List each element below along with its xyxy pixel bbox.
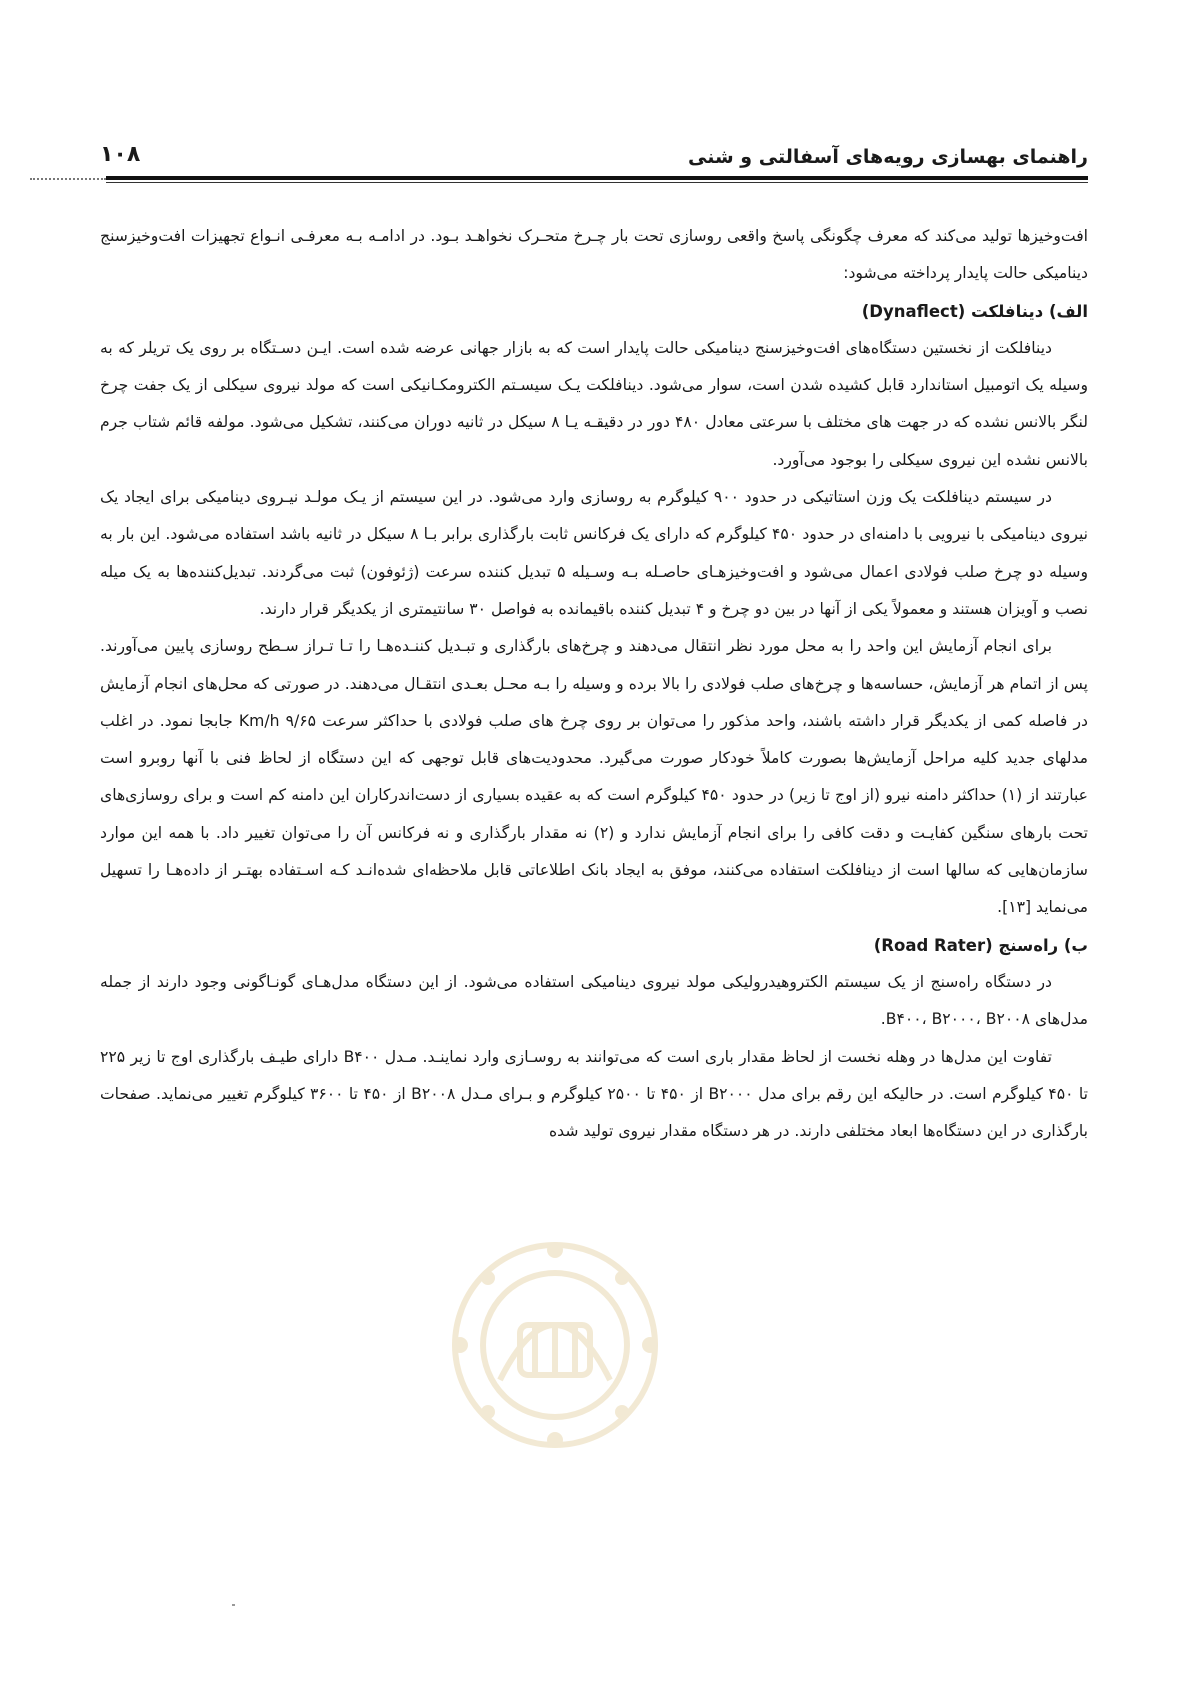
page-speck <box>232 1604 235 1606</box>
section-heading-road-rater: ب) راه‌سنج (Road Rater) <box>873 935 1088 955</box>
header-rule-dotted <box>30 178 106 180</box>
paragraph-road-rater-1: در دستگاه راه‌سنج از یک سیستم الکتروهیدرولیکی مولد نیروی دینامیکی استفاده می‌شود. از این دستگاه مدل‌هـای گونـاگونی وجود دارند از جمله مدل‌های B۴۰۰، B۲۰۰۰، B۲۰۰۸. <box>100 972 1088 1029</box>
page-header <box>100 130 1088 180</box>
running-title: راهنمای بهسازی رویه‌های آسفالتی و شنی <box>688 146 1088 168</box>
paragraph-dynaflect-2: در سیستم دینافلکت یک وزن استاتیکی در حدود ۹۰۰ کیلوگرم به روسازی وارد می‌شود. در این سیستم از یـک مولـد نیـروی دینامیکی برای ایجاد یک نیروی دینامیکی با نیرویی با دامنه‌ای در حدود ۴۵۰ کیلوگرم که دارای یک فرکانس ثابت بارگذاری برابر بـا ۸ سیکل در ثانیه باشد استفاده می‌شود. این بار به وسیله دو چرخ صلب فولادی اعمال می‌شود و افت‌وخیزهـای حاصـله بـه وسـیله ۵ تبدیل کننده سرعت (ژئوفون) ثبت می‌گردند. تبدیل‌کننده‌ها به یک میله نصب و آویزان هستند و معمولاً یکی از آنها در بین دو چرخ و ۴ تبدیل کننده باقیمانده به فواصل ۳۰ سانتیمتری از یکدیگر قرار دارند. <box>100 488 1089 618</box>
paragraph-intro: افت‌وخیزها تولید می‌کند که معرف چگونگی پاسخ واقعی روسازی تحت بار چـرخ متحـرک نخواهـد بـود. در ادامـه بـه معرفـی انـواع تجهیزات افت‌وخیزسنج دینامیکی حالت پایدار پرداخته می‌شود: <box>100 227 1088 283</box>
paragraph-road-rater-2: تفاوت این مدل‌ها در وهله نخست از لحاظ مقدار باری است که می‌توانند به روسـازی وارد نماینـد. مـدل B۴۰۰ دارای طیـف بارگذاری اوج تا زیر ۲۲۵ تا ۴۵۰ کیلوگرم است. در حالیکه این رقم برای مدل B۲۰۰۰ از ۴۵۰ تا ۲۵۰۰ کیلوگرم و بـرای مـدل B۲۰۰۸ از ۴۵۰ تا ۳۶۰۰ کیلوگرم تغییر می‌نماید. صفحات بارگذاری در این دستگاه‌ها ابعاد مختلفی دارند. در هر دستگاه مقدار نیروی تولید شده <box>100 1047 1088 1141</box>
section-heading-dynaflect: الف) دینافلکت (Dynaflect) <box>861 301 1088 321</box>
watermark-seal-icon <box>440 1230 670 1460</box>
page-number: ۱۰۸ <box>100 142 141 167</box>
paragraph-dynaflect-3: برای انجام آزمایش این واحد را به محل مورد نظر انتقال می‌دهند و چرخ‌های بارگذاری و تبـدیل کننـده‌هـا را تـا تـراز سـطح روسازی پایین می‌آورند. پس از اتمام هر آزمایش، حساسه‌ها و چرخ‌های صلب فولادی را بالا برده و وسیله را بـه محـل بعـدی انتقـال می‌دهند. در صورتی که محل‌های انجام آزمایش در فاصله کمی از یکدیگر قرار داشته باشند، واحد مذکور را می‌توان بر روی چرخ های صلب فولادی با حداکثر سرعت ۹/۶۵ Km/h جابجا نمود. در اغلب مدلهای جدید کلیه مراحل آزمایش‌ها بصورت کاملاً خودکار صورت می‌گیرد. محدودیت‌های قابل توجهی که این دستگاه از لحاظ فنی با آنها روبرو است عبارتند از (۱) حداکثر دامنه نیرو (از اوج تا زیر) در حدود ۴۵۰ کیلوگرم است که به عقیده بسیاری از دست‌اندرکاران این دامنه کم است و برای روسازی‌های تحت بارهای سنگین کفایـت و دقت کافی را برای انجام آزمایش ندارد و (۲) نه مقدار بارگذاری و نه فرکانس آن را می‌توان تغییر داد. با همه این موارد سازمان‌هایی که سالها است از دینافلکت استفاده می‌کنند، موفق به ایجاد بانک اطلاعاتی قابل ملاحظه‌ای شده‌انـد کـه اسـتفاده بهتـر از داده‌هـا را تسهیل می‌نماید [۱۳]. <box>100 637 1088 917</box>
paragraph-dynaflect-1: دینافلکت از نخستین دستگاه‌های افت‌وخیزسنج دینامیکی حالت پایدار است که به بازار جهانی عرضه شده است. ایـن دسـتگاه بر روی یک تریلر که به وسیله یک اتومبیل استاندارد قابل کشیده شدن است، سوار می‌شود. دینافلکت یـک سیسـتم الکترومکـانیکی است که مولد نیروی سیکلی از یک جفت چرخ لنگر بالانس نشده که در جهت های مختلف با سرعتی معادل ۴۸۰ دور در دقیقـه یـا ۸ سیکل در ثانیه دوران می‌کنند، تشکیل می‌شود. مولفه قائم شتاب جرم بالانس نشده این نیروی سیکلی را بوجود می‌آورد. <box>100 338 1088 469</box>
header-rule-thin <box>106 182 1088 183</box>
header-rule-thick <box>106 176 1088 180</box>
page-body <box>100 218 1088 1150</box>
